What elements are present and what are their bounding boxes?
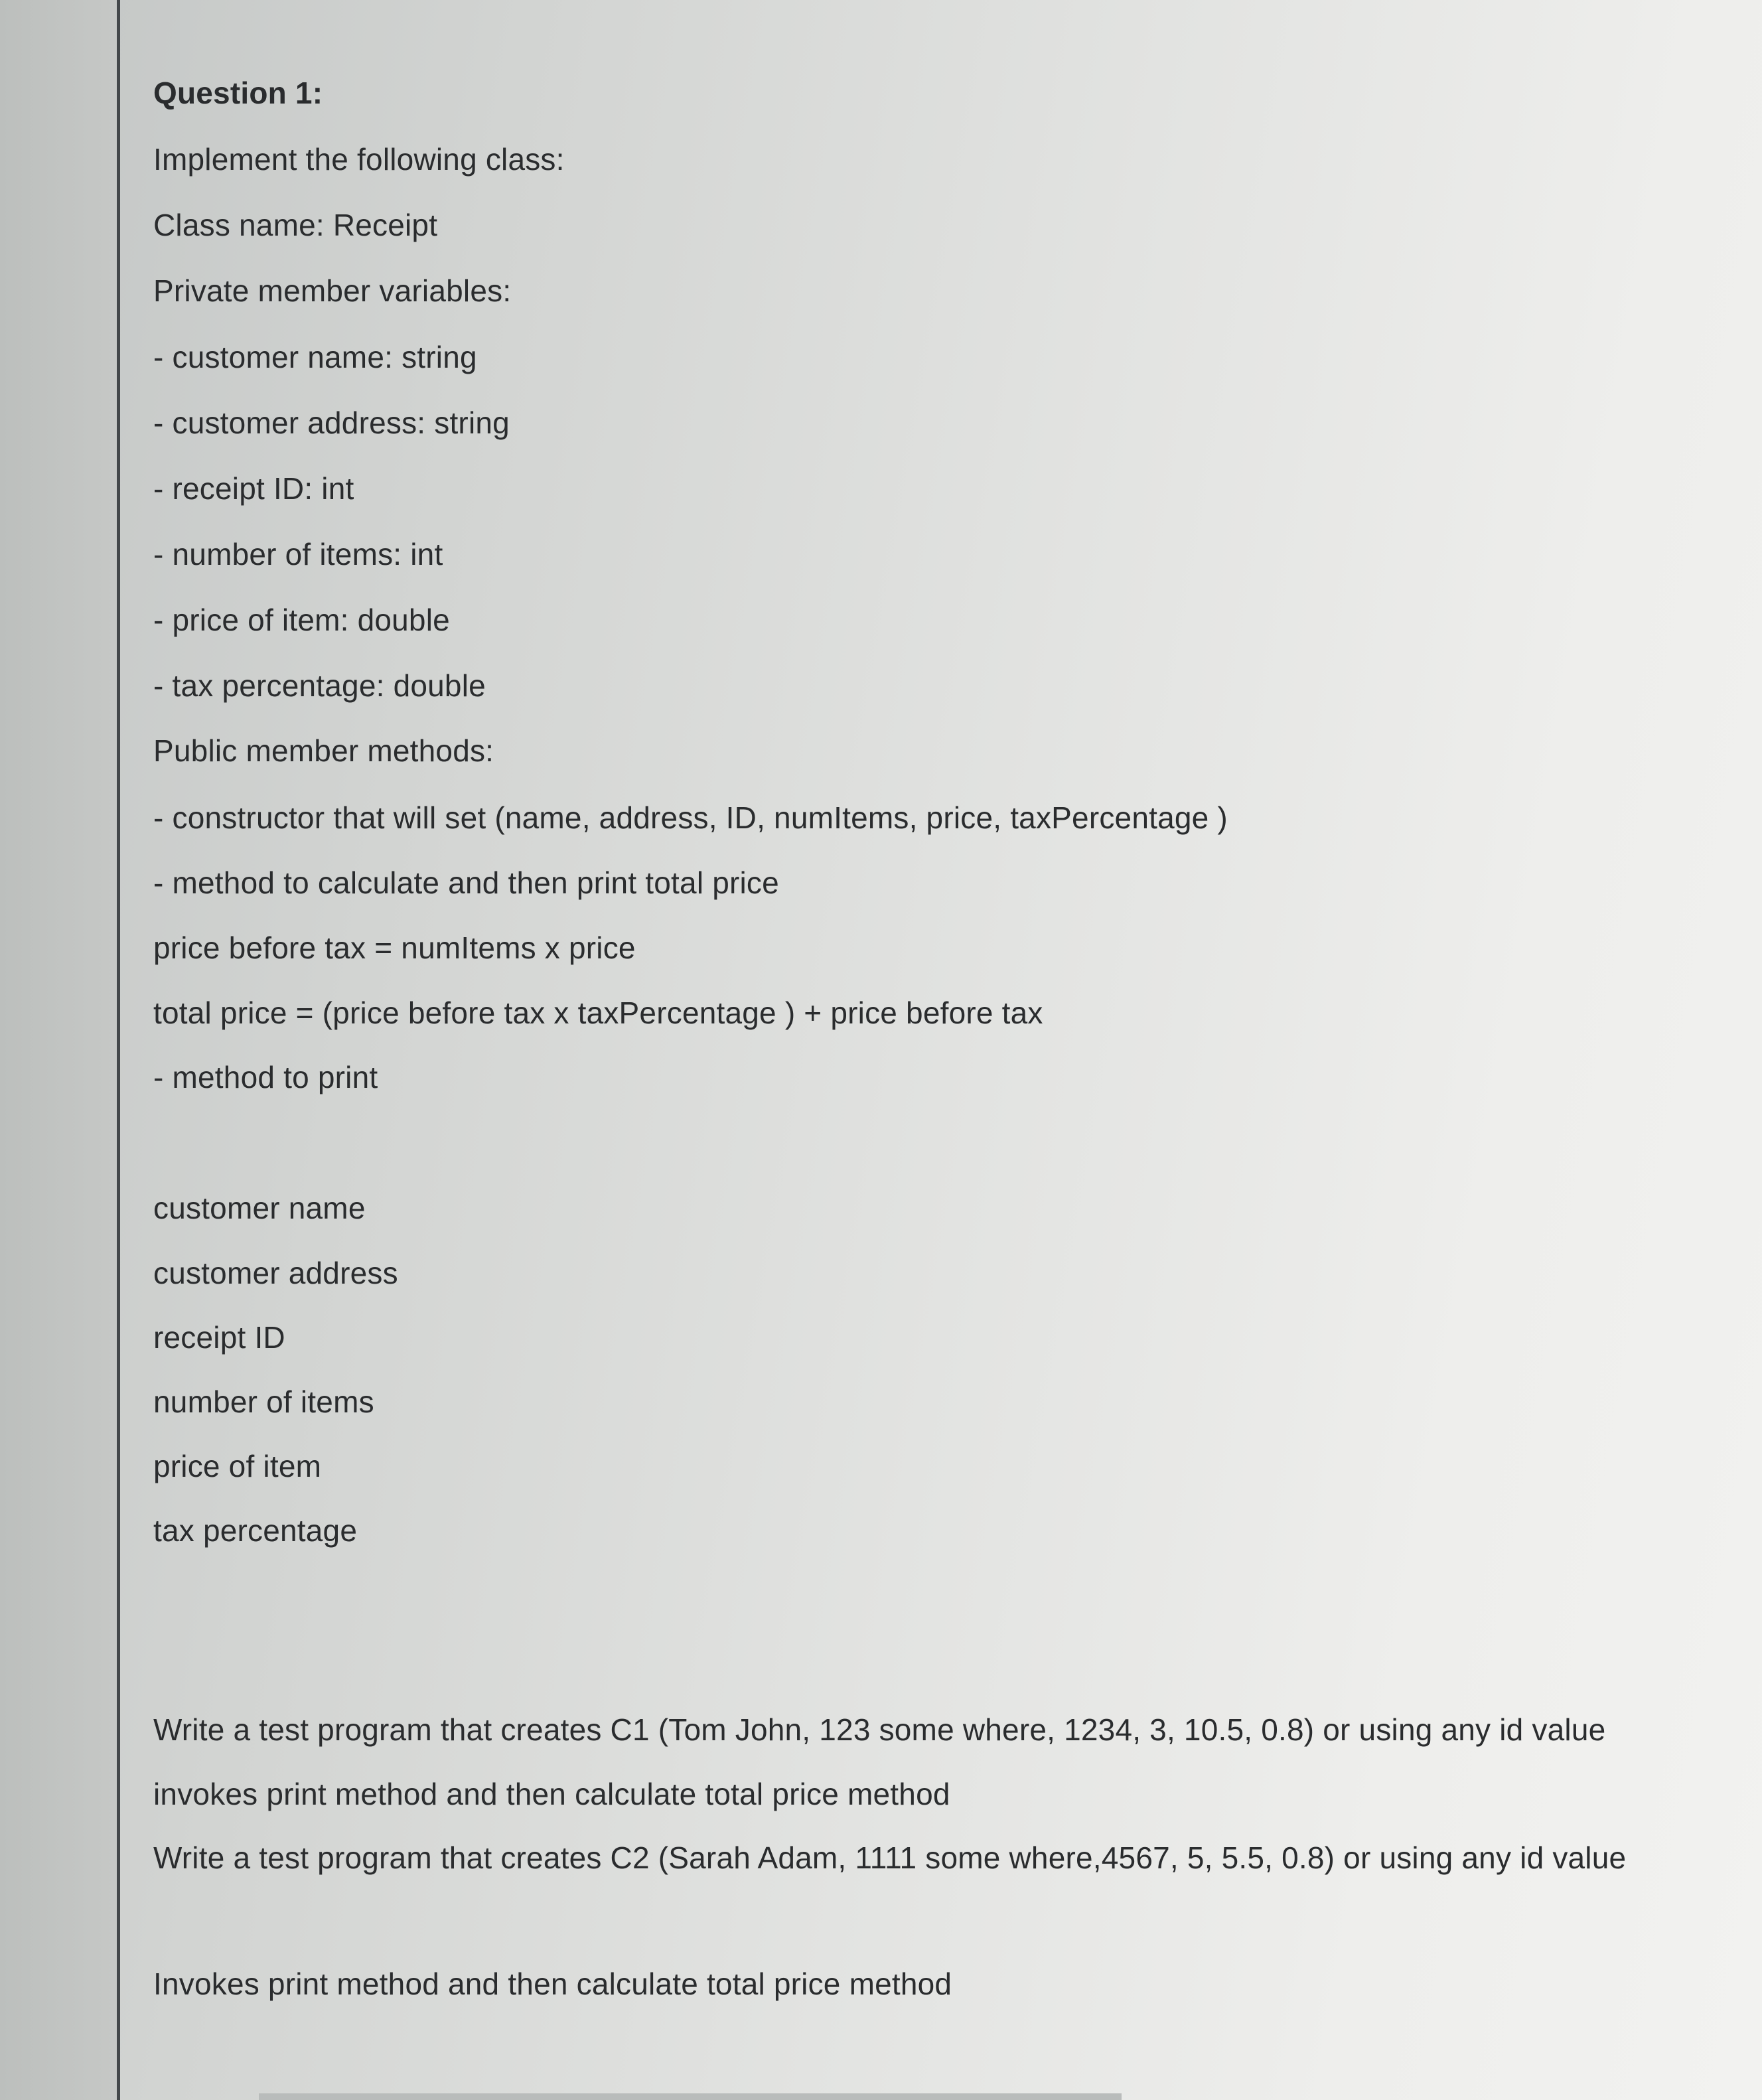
test-task-line: Write a test program that creates C1 (Tom John, 123 some where, 1234, 3, 10.5, 0.8) or using any id value (153, 1712, 1606, 1747)
private-member-item: - price of item: double (153, 603, 450, 637)
print-field: customer address (153, 1256, 398, 1290)
document-page (120, 0, 1762, 2100)
formula-line: price before tax = numItems x price (153, 931, 636, 965)
print-field: price of item (153, 1449, 322, 1483)
test-task-line: invokes print method and then calculate total price method (153, 1777, 950, 1811)
method-item: - constructor that will set (name, address, ID, numItems, price, taxPercentage ) (153, 800, 1228, 835)
class-name-line: Class name: Receipt (153, 208, 438, 242)
left-margin (0, 0, 118, 2100)
test-task-line: Write a test program that creates C2 (Sarah Adam, 1111 some where,4567, 5, 5.5, 0.8) or using any id value (153, 1840, 1627, 1875)
private-members-heading: Private member variables: (153, 273, 512, 308)
bottom-edge (259, 2093, 1122, 2100)
formula-line: total price = (price before tax x taxPercentage ) + price before tax (153, 996, 1043, 1030)
test-task-line: Invokes print method and then calculate total price method (153, 1967, 952, 2001)
private-member-item: - receipt ID: int (153, 471, 354, 506)
print-field: number of items (153, 1385, 374, 1419)
print-field: customer name (153, 1191, 366, 1225)
private-member-item: - number of items: int (153, 537, 443, 571)
private-member-item: - tax percentage: double (153, 668, 486, 703)
private-member-item: - customer address: string (153, 406, 510, 440)
question-title: Question 1: (153, 76, 323, 110)
private-member-item: - customer name: string (153, 340, 477, 374)
public-methods-heading: Public member methods: (153, 733, 494, 768)
print-field: tax percentage (153, 1513, 358, 1548)
method-item: - method to calculate and then print total price (153, 865, 779, 900)
print-field: receipt ID (153, 1320, 285, 1355)
method-item: - method to print (153, 1060, 378, 1094)
intro-text: Implement the following class: (153, 142, 565, 177)
